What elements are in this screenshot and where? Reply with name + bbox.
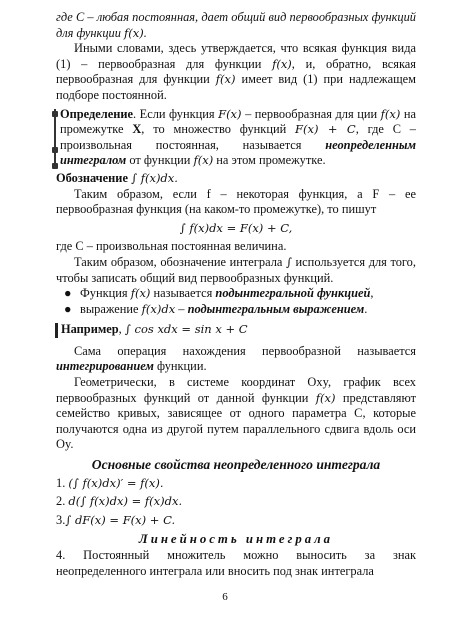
example-margin-bar xyxy=(55,323,58,338)
notation-formula: ∫ f(x)dx. xyxy=(131,170,178,185)
notation-label: Обозначение xyxy=(56,170,128,185)
paragraph-in-other-words: Иными словами, здесь утверждается, что всякая функция вида (1) – первообразная для функции f(x), и, обратно, всякая первообразная для функции f(x) имеет вид (1) при надлежащем подборе постоянной. xyxy=(56,41,416,102)
list-item: ● Функция f(x) называется подынтегральной функцией, xyxy=(64,286,374,301)
bar-marker-top xyxy=(52,111,58,117)
definition-text: Определение. Если функция F(x) – первообразная для ции f(x) на промежутке X, то множество функций F(x) + C, где C – произвольная постоянная, называется неопределенным интегралом от функции f(x) на этом промежутке. xyxy=(60,106,416,168)
paragraph-constant-c: где C – любая постоянная, дает общий вид первообразных функций для функции f(x). xyxy=(56,10,416,40)
section-heading: Основные свойства неопределенного интеграла xyxy=(91,457,381,473)
property-item: 1. (∫ f(x)dx)′ = f(x). xyxy=(56,475,164,490)
property-item: 3.∫ dF(x) = F(x) + C. xyxy=(56,512,176,527)
display-formula: ∫ f(x)dx = F(x) + C, xyxy=(179,220,293,235)
bullet-icon: ● xyxy=(64,286,72,301)
example-block: Например, ∫ cos xdx = sin x + C xyxy=(56,322,416,338)
terms-list xyxy=(56,286,416,317)
list-item: ● выражение f(x)dx – подынтегральным выражением. xyxy=(64,301,368,316)
page-number: 6 xyxy=(222,591,228,603)
properties-list xyxy=(56,476,416,529)
paragraph-constant-factor: 4. Постоянный множитель можно выносить за знак неопределенного интеграла или вносить под знак интеграла xyxy=(56,548,416,578)
definition-term: неопределенным интегралом xyxy=(60,137,416,168)
paragraph-geometric: Геометрически, в системе координат Oxy, график всех первообразных функций от данной функции f(x) представляют семейство кривых, зависящее от одного параметра C, которые получаются одна из другой путем параллельного сдвига вдоль оси Oy. xyxy=(56,375,416,452)
example-formula: ∫ cos xdx = sin x + C xyxy=(124,322,248,337)
notation-line xyxy=(56,171,416,187)
paragraph-integration: Сама операция нахождения первообразной называется интегрированием функции. xyxy=(56,343,416,374)
bullet-icon: ● xyxy=(64,301,72,316)
paragraph-thus: Таким образом, если f – некоторая функция, а F – ее первообразная функция (на каком-то промежутке), то пишут xyxy=(56,186,416,217)
definition-label: Определение xyxy=(60,106,134,121)
paragraph-notation-purpose: Таким образом, обозначение интеграла ∫ используется для того, чтобы записать общий вид первообразных функций. xyxy=(56,254,416,285)
property-item: 2. d(∫ f(x)dx) = f(x)dx. xyxy=(56,494,183,509)
paragraph-arbitrary-constant: где C – произвольная постоянная величина. xyxy=(56,239,287,254)
sub-heading: Линейность интеграла xyxy=(138,532,334,547)
bar-marker-bottom xyxy=(52,163,58,169)
definition-margin-bar xyxy=(54,109,56,168)
example-label: Например xyxy=(61,322,119,337)
definition-block xyxy=(56,107,416,169)
bar-marker-middle xyxy=(52,147,58,153)
